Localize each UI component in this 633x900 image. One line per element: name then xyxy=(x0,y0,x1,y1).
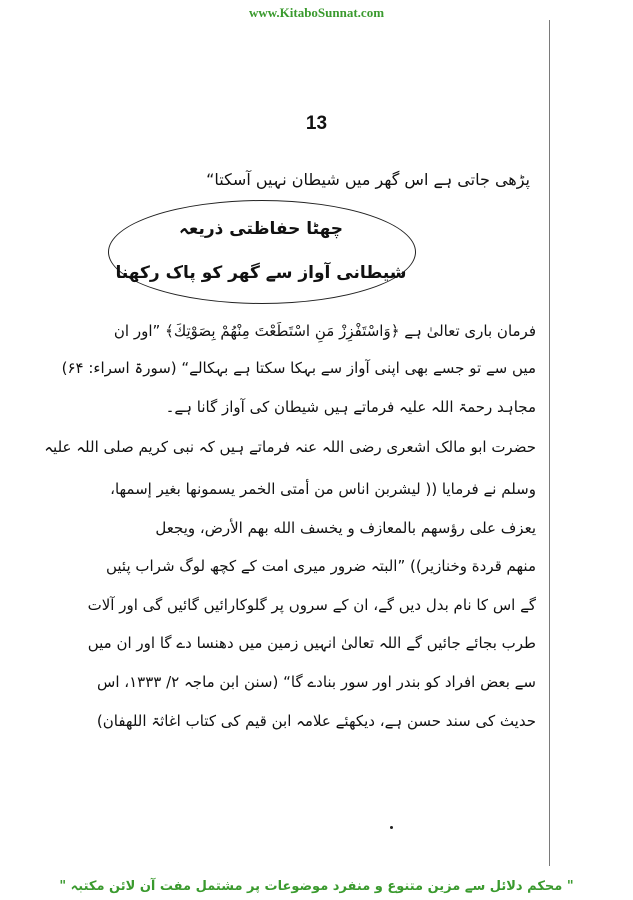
body-line: حضرت ابو مالک اشعری رضی اللہ عنہ فرماتے ہیں کہ نبی کریم صلی اللہ علیہ xyxy=(44,438,536,456)
body-line: سے بعض افراد کو بندر اور سور بنادے گا“ (سنن ابن ماجہ ۲/ ۱۳۳۳، اس xyxy=(97,673,536,691)
margin-rule xyxy=(549,20,550,866)
heading-line-1: چھٹا حفاظتی ذریعہ xyxy=(178,219,344,239)
body-line: یعزف علی رؤسهم بالمعازف و یخسف الله بهم الأرض، ویجعل xyxy=(155,519,536,537)
body-line: فرمان باری تعالیٰ ہے ﴿وَاسْتَفْزِزْ مَنِ اسْتَطَعْتَ مِنْهُمْ بِصَوْتِكَ﴾ ”اور ان xyxy=(113,322,536,340)
header-url[interactable]: www.KitaboSunnat.com xyxy=(248,5,385,20)
page-number: 13 xyxy=(305,113,328,134)
body-line: طرب بجائے جائیں گے اللہ تعالیٰ انہیں زمین میں دھنسا دے گا اور ان میں xyxy=(87,634,536,652)
body-line: وسلم نے فرمایا (( لیشربن اناس من أمتی الخمر یسمونها بغیر إسمها، xyxy=(110,480,536,498)
body-line: منهم قردة وخنازیر)) ”البتہ ضرور میری امت کے کچھ لوگ شراب پئیں xyxy=(105,557,536,575)
body-line: حدیث کی سند حسن ہے، دیکھئے علامہ ابن قیم کی کتاب اغاثۃ اللھفان) xyxy=(96,712,536,730)
footer-tagline: " محکم دلائل سے مزین متنوع و منفرد موضوعات پر مشتمل مفت آن لائن مکتبہ " xyxy=(59,879,574,894)
heading-line-2: شیطانی آواز سے گھر کو پاک رکھنا xyxy=(115,263,407,283)
body-line: گے اس کا نام بدل دیں گے، ان کے سروں پر گلوکارائیں گائیں گی اور آلات xyxy=(87,596,536,614)
stray-dot xyxy=(390,826,393,829)
heading-oval-frame xyxy=(108,200,416,304)
body-line: میں سے تو جسے بھی اپنی آواز سے بہکا سکتا ہے بہکالے“ (سورۃ اسراء: ۶۴) xyxy=(61,359,536,377)
intro-line: پڑھی جاتی ہے اس گھر میں شیطان نہیں آسکتا“ xyxy=(206,170,530,189)
body-line: مجاہد رحمۃ اللہ علیہ فرماتے ہیں شیطان کی آواز گانا ہے۔ xyxy=(165,398,536,416)
